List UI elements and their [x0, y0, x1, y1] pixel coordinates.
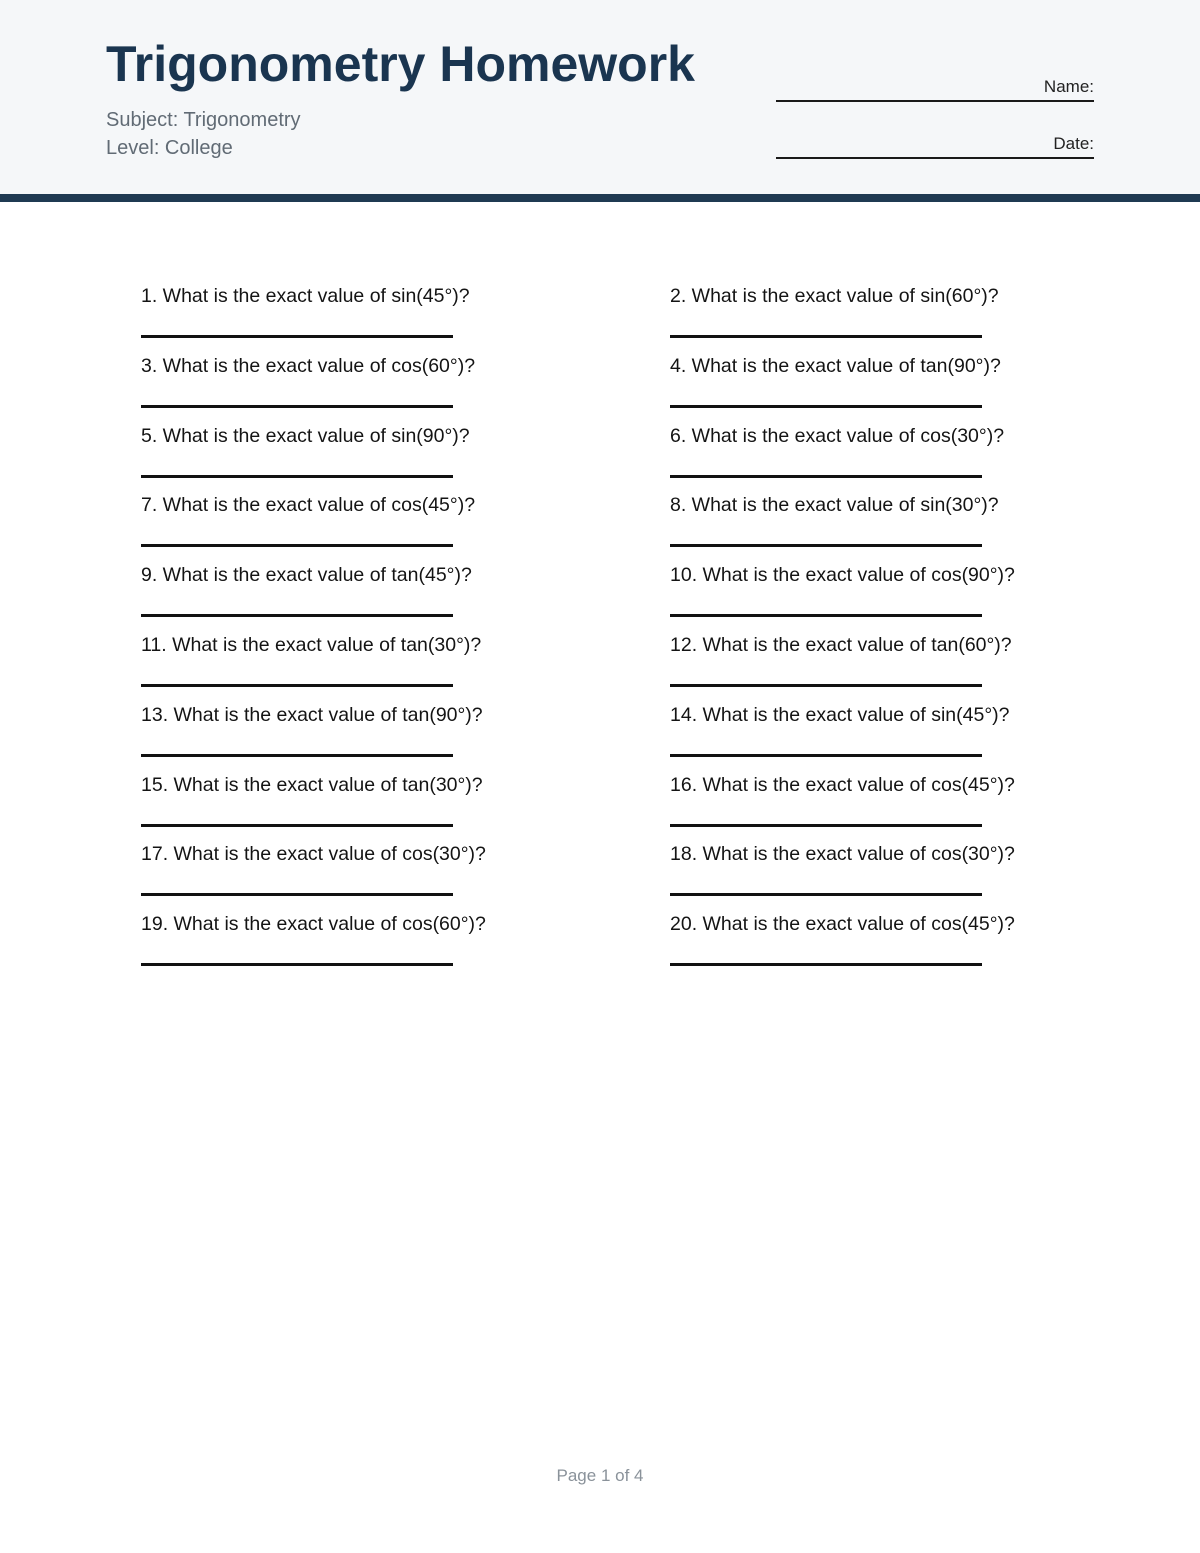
question-text: 10. What is the exact value of cos(90°)? [670, 564, 1015, 587]
question-item [670, 702, 1101, 772]
question-text: 6. What is the exact value of cos(30°)? [670, 424, 1005, 447]
question-text: 13. What is the exact value of tan(90°)? [141, 703, 483, 726]
question-item [670, 562, 1101, 632]
question-item [141, 911, 670, 981]
answer-line[interactable] [670, 335, 982, 338]
answer-line[interactable] [141, 754, 453, 757]
question-text: 15. What is the exact value of tan(30°)? [141, 773, 483, 796]
question-item [141, 492, 670, 562]
answer-line[interactable] [670, 405, 982, 408]
level-line: Level: College [106, 137, 233, 159]
question-item [670, 492, 1101, 562]
page-number: Page 1 of 4 [556, 1466, 644, 1485]
answer-line[interactable] [141, 893, 453, 896]
question-item [670, 632, 1101, 702]
answer-line[interactable] [141, 475, 453, 478]
worksheet-title: Trigonometry Homework [106, 36, 695, 92]
date-field[interactable] [776, 129, 1094, 159]
name-label: Name: [1043, 77, 1094, 96]
answer-line[interactable] [670, 684, 982, 687]
header-divider [0, 194, 1200, 202]
worksheet-header [0, 0, 1200, 194]
question-text: 17. What is the exact value of cos(30°)? [141, 843, 486, 866]
question-item [141, 702, 670, 772]
question-item [141, 841, 670, 911]
question-item [670, 772, 1101, 842]
answer-line[interactable] [141, 963, 453, 966]
question-item [141, 353, 670, 423]
question-text: 3. What is the exact value of cos(60°)? [141, 354, 476, 377]
answer-line[interactable] [670, 963, 982, 966]
question-item [670, 353, 1101, 423]
answer-line[interactable] [141, 405, 453, 408]
question-item [670, 423, 1101, 493]
answer-line[interactable] [141, 824, 453, 827]
date-label: Date: [1053, 134, 1094, 153]
question-text: 18. What is the exact value of cos(30°)? [670, 843, 1015, 866]
question-item [670, 283, 1101, 353]
answer-line[interactable] [141, 684, 453, 687]
question-text: 5. What is the exact value of sin(90°)? [141, 424, 470, 447]
question-item [141, 283, 670, 353]
question-item [670, 911, 1101, 981]
answer-line[interactable] [670, 893, 982, 896]
answer-line[interactable] [670, 475, 982, 478]
answer-line[interactable] [670, 544, 982, 547]
question-text: 1. What is the exact value of sin(45°)? [141, 285, 470, 307]
question-item [670, 841, 1101, 911]
question-grid [141, 283, 1101, 981]
question-text: 7. What is the exact value of cos(45°)? [141, 494, 476, 517]
answer-line[interactable] [670, 754, 982, 757]
question-item [141, 423, 670, 493]
question-text: 16. What is the exact value of cos(45°)? [670, 773, 1015, 796]
question-text: 19. What is the exact value of cos(60°)? [141, 913, 486, 936]
question-text: 20. What is the exact value of cos(45°)? [670, 913, 1015, 936]
question-text: 12. What is the exact value of tan(60°)? [670, 633, 1012, 656]
question-item [141, 632, 670, 702]
question-item [141, 772, 670, 842]
answer-line[interactable] [670, 824, 982, 827]
question-text: 14. What is the exact value of sin(45°)? [670, 703, 1010, 726]
question-item [141, 562, 670, 632]
subject-line: Subject: Trigonometry [106, 109, 301, 131]
answer-line[interactable] [141, 614, 453, 617]
question-text: 2. What is the exact value of sin(60°)? [670, 285, 999, 307]
name-field[interactable] [776, 72, 1094, 102]
answer-line[interactable] [141, 544, 453, 547]
question-text: 11. What is the exact value of tan(30°)? [141, 633, 482, 656]
question-text: 4. What is the exact value of tan(90°)? [670, 354, 1001, 377]
question-text: 8. What is the exact value of sin(30°)? [670, 494, 999, 517]
answer-line[interactable] [670, 614, 982, 617]
question-text: 9. What is the exact value of tan(45°)? [141, 564, 472, 587]
answer-line[interactable] [141, 335, 453, 338]
